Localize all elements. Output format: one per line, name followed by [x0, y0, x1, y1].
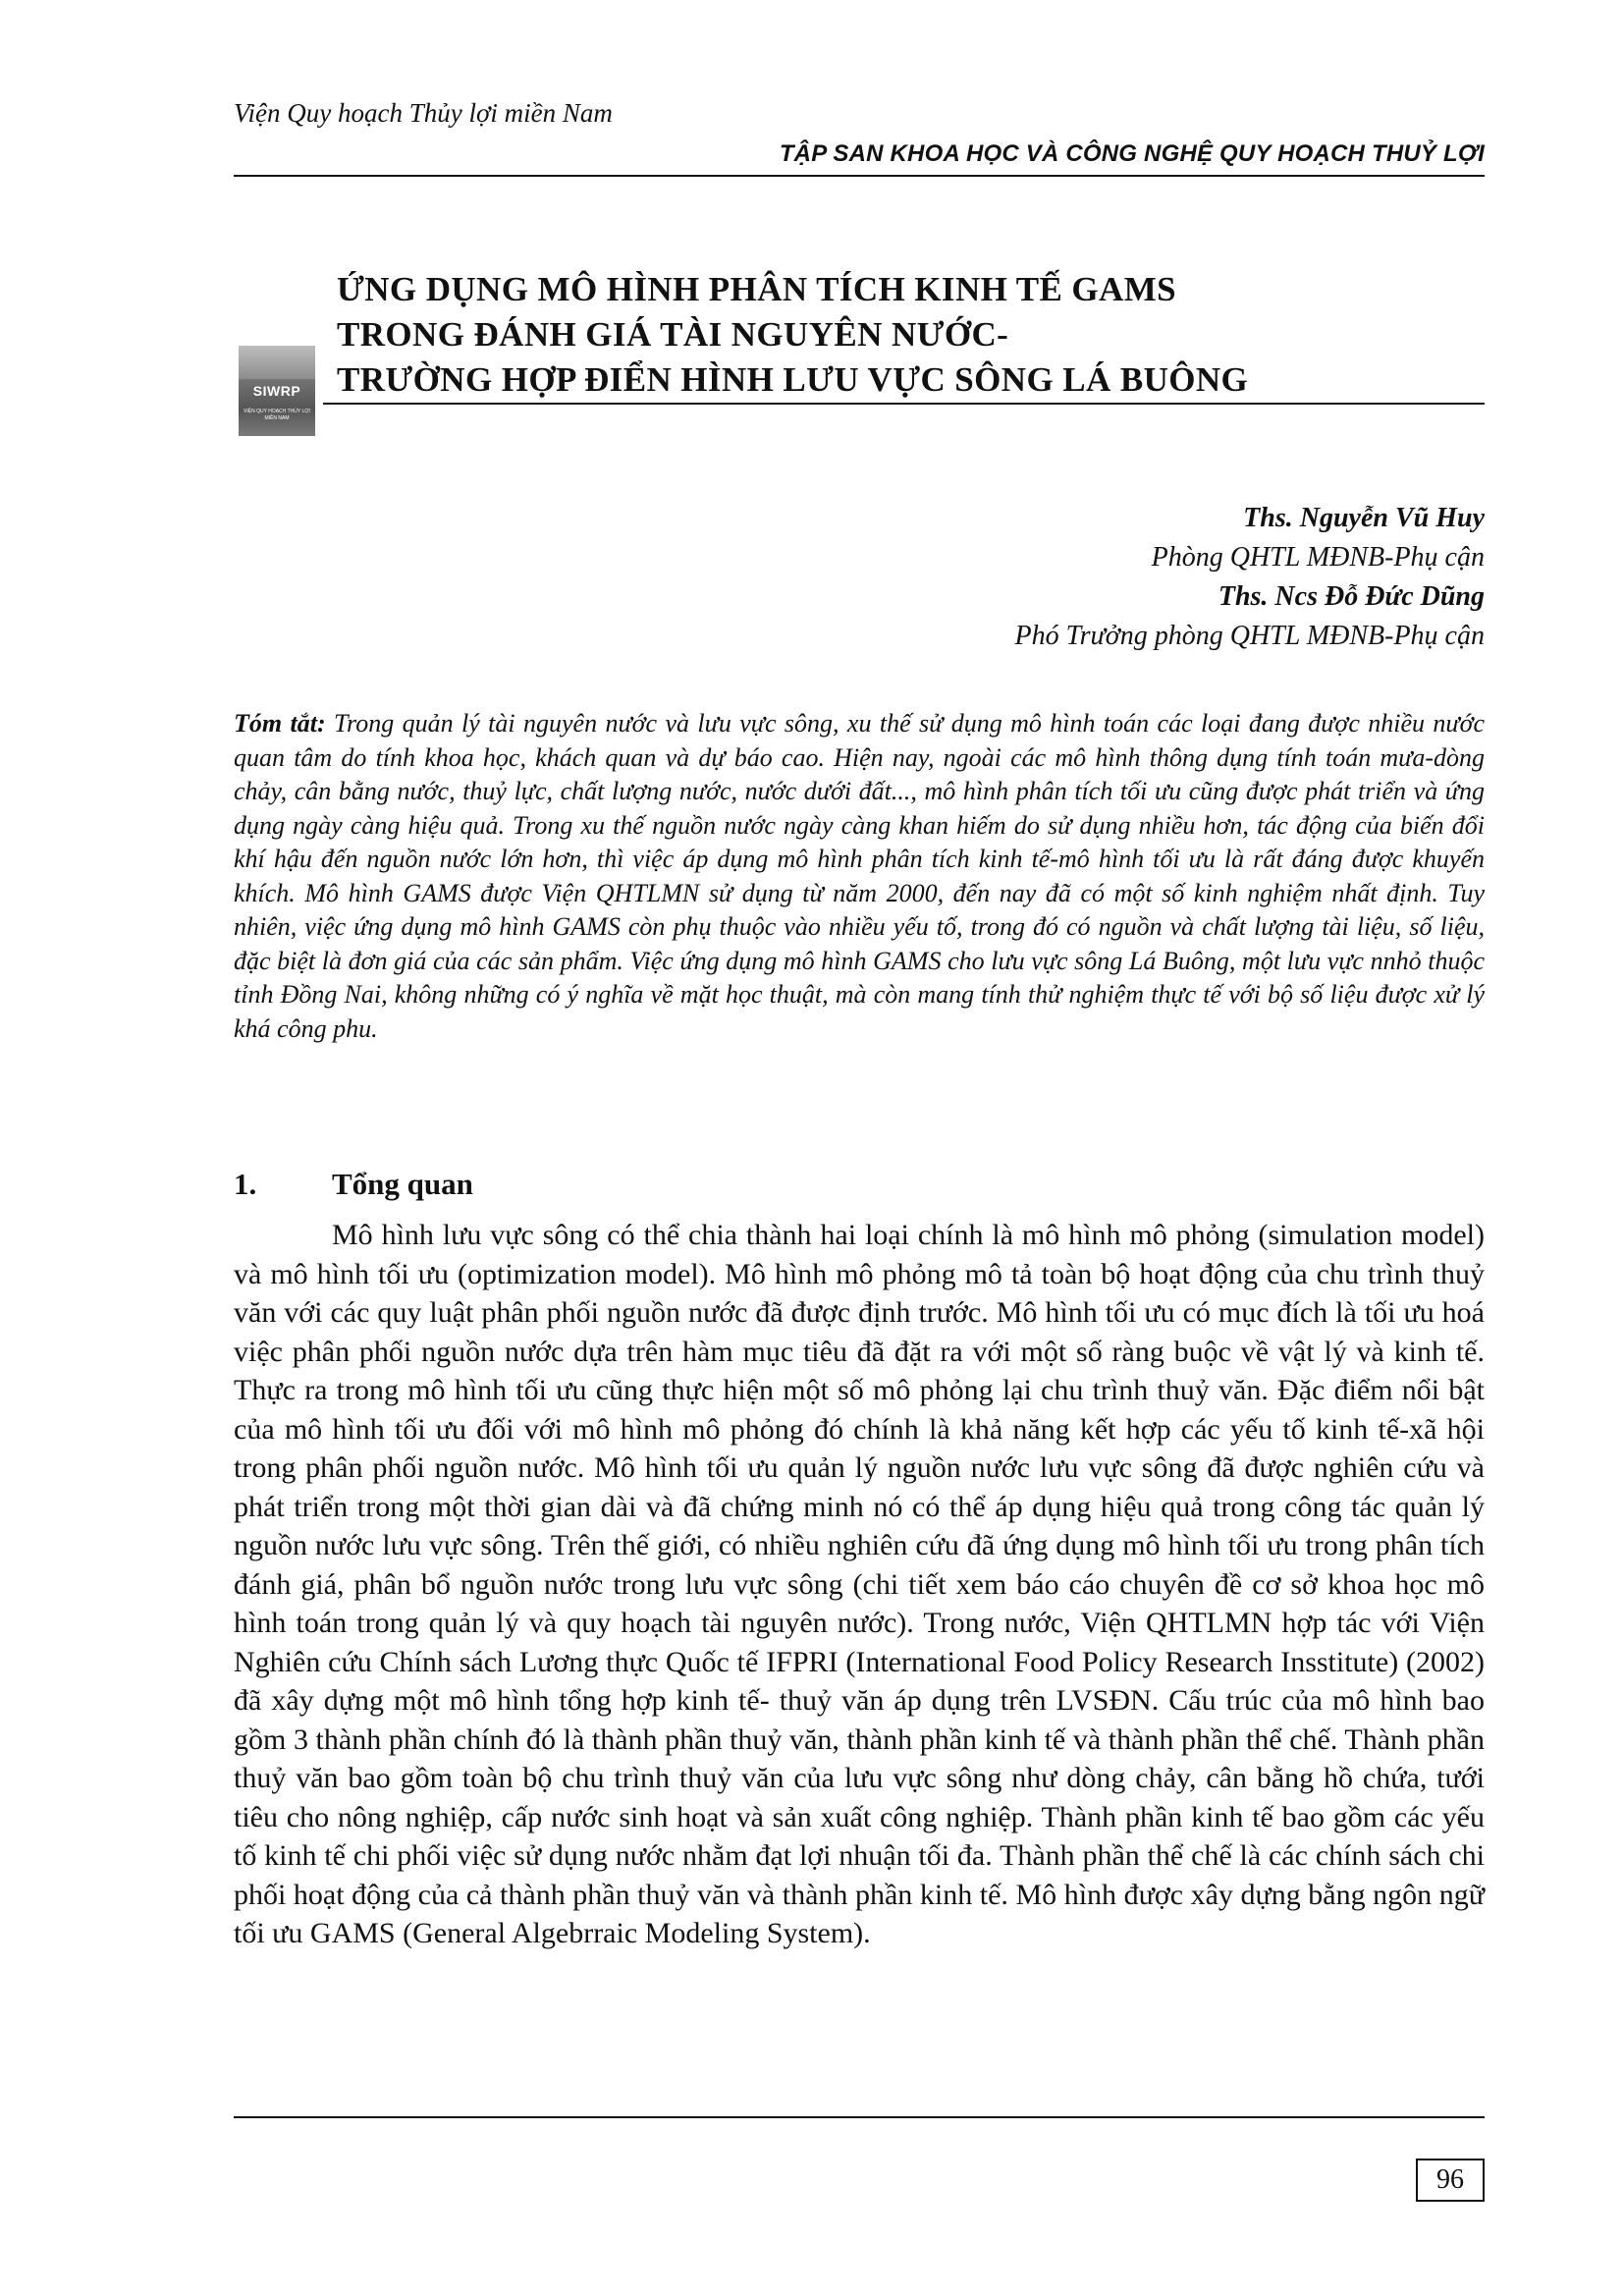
section-heading: [234, 1167, 473, 1202]
page-number: 96: [1416, 2159, 1485, 2202]
author-affiliation-2: Phó Trưởng phòng QHTL MĐNB-Phụ cận: [1014, 621, 1485, 651]
abstract-label: Tóm tắt:: [234, 709, 326, 738]
abstract: [234, 707, 1485, 1046]
title-line-3: TRƯỜNG HỢP ĐIỂN HÌNH LƯU VỰC SÔNG LÁ BUÔNG: [337, 360, 1249, 399]
author-affiliation-1: Phòng QHTL MĐNB-Phụ cận: [1151, 542, 1485, 573]
section-number: 1.: [234, 1167, 257, 1201]
header-institute: Viện Quy hoạch Thủy lợi miền Nam: [234, 98, 613, 128]
title-line-2: TRONG ĐÁNH GIÁ TÀI NGUYÊN NƯỚC-: [337, 315, 1009, 354]
logo-text: SIWRP: [252, 383, 301, 399]
author-name-2: Ths. Ncs Đỗ Đức Dũng: [1218, 581, 1485, 612]
logo-subtext: VIỆN QUY HOẠCH THỦY LỢI MIỀN NAM: [244, 409, 310, 421]
author-block: [1014, 499, 1485, 656]
footer-divider: [234, 2116, 1485, 2118]
header-divider: [234, 175, 1485, 177]
body-paragraph: Mô hình lưu vực sông có thể chia thành hai loại chính là mô hình mô phỏng (simulation model) và mô hình tối ưu (optimization model). Mô hình mô phỏng mô tả toàn bộ hoạt động của chu trình thuỷ văn với các quy luật phân phối nguồn nước đã được định trước. Mô hình tối ưu có mục đích là tối ưu hoá việc phân phối nguồn nước dựa trên hàm mục tiêu đã đặt ra với một số ràng buộc về vật lý và kinh tế. Thực ra trong mô hình tối ưu cũng thực hiện một số mô phỏng lại chu trình thuỷ văn. Đặc điểm nổi bật của mô hình tối ưu đối với mô hình mô phỏng đó chính là khả năng kết hợp các yếu tố kinh tế-xã hội trong phân phối nguồn nước. Mô hình tối ưu quản lý nguồn nước lưu vực sông đã được nghiên cứu và phát triển trong một thời gian dài và đã chứng minh nó có thể áp dụng hiệu quả trong công tác quản lý nguồn nước lưu vực sông. Trên thế giới, có nhiều nghiên cứu đã ứng dụng mô hình tối ưu trong phân tích đánh giá, phân bổ nguồn nước trong lưu vực sông (chi tiết xem báo cáo chuyên đề cơ sở khoa học mô hình toán trong quản lý và quy hoạch tài nguyên nước). Trong nước, Viện QHTLMN hợp tác với Viện Nghiên cứu Chính sách Lương thực Quốc tế IFPRI (International Food Policy Research Insstitute) (2002) đã xây dựng một mô hình tổng hợp kinh tế- thuỷ văn áp dụng trên LVSĐN. Cấu trúc của mô hình bao gồm 3 thành phần chính đó là thành phần thuỷ văn, thành phần kinh tế và thành phần thể chế. Thành phần thuỷ văn bao gồm toàn bộ chu trình thuỷ văn của lưu vực sông như dòng chảy, cân bằng hồ chứa, tưới tiêu cho nông nghiệp, cấp nước sinh hoạt và sản xuất công nghiệp. Thành phần kinh tế bao gồm các yếu tố kinh tế chi phối việc sử dụng nước nhằm đạt lợi nhuận tối đa. Thành phần thể chế là các chính sách chi phối hoạt động của cả thành phần thuỷ văn và thành phần kinh tế. Mô hình được xây dựng bằng ngôn ngữ tối ưu GAMS (General Algebrraic Modeling System).: [234, 1219, 1485, 1949]
title-underline: [323, 403, 1485, 405]
header-journal-title: TẬP SAN KHOA HỌC VÀ CÔNG NGHỆ QUY HOẠCH THUỶ LỢI: [779, 140, 1485, 167]
title-line-1: ỨNG DỤNG MÔ HÌNH PHÂN TÍCH KINH TẾ GAMS: [337, 270, 1177, 308]
abstract-text: Trong quản lý tài nguyên nước và lưu vực sông, xu thế sử dụng mô hình toán các loại đang được nhiều nước quan tâm do tính khoa học, khách quan và dự báo cao. Hiện nay, ngoài các mô hình thông dụng tính toán mưa-dòng chảy, cân bằng nước, thuỷ lực, chất lượng nước, nước dưới đất..., mô hình phân tích tối ưu cũng được phát triển và ứng dụng ngày càng hiệu quả. Trong xu thế nguồn nước ngày càng khan hiếm do sử dụng nhiều hơn, tác động của biến đổi khí hậu đến nguồn nước lớn hơn, thì việc áp dụng mô hình phân tích kinh tế-mô hình tối ưu là rất đáng được khuyến khích. Mô hình GAMS được Viện QHTLMN sử dụng từ năm 2000, đến nay đã có một số kinh nghiệm nhất định. Tuy nhiên, việc ứng dụng mô hình GAMS còn phụ thuộc vào nhiều yếu tố, trong đó có nguồn và chất lượng tài liệu, số liệu, đặc biệt là đơn giá của các sản phẩm. Việc ứng dụng mô hình GAMS cho lưu vực sông Lá Buông, một lưu vực nnhỏ thuộc tỉnh Đồng Nai, không những có ý nghĩa về mặt học thuật, mà còn mang tính thử nghiệm thực tế với bộ số liệu được xử lý khá công phu.: [234, 709, 1486, 1043]
logo-stripe: [239, 346, 315, 379]
author-name-1: Ths. Nguyễn Vũ Huy: [1243, 503, 1485, 533]
article-title: [337, 267, 1248, 403]
institute-logo: [239, 346, 315, 436]
section-title: Tổng quan: [332, 1167, 473, 1201]
